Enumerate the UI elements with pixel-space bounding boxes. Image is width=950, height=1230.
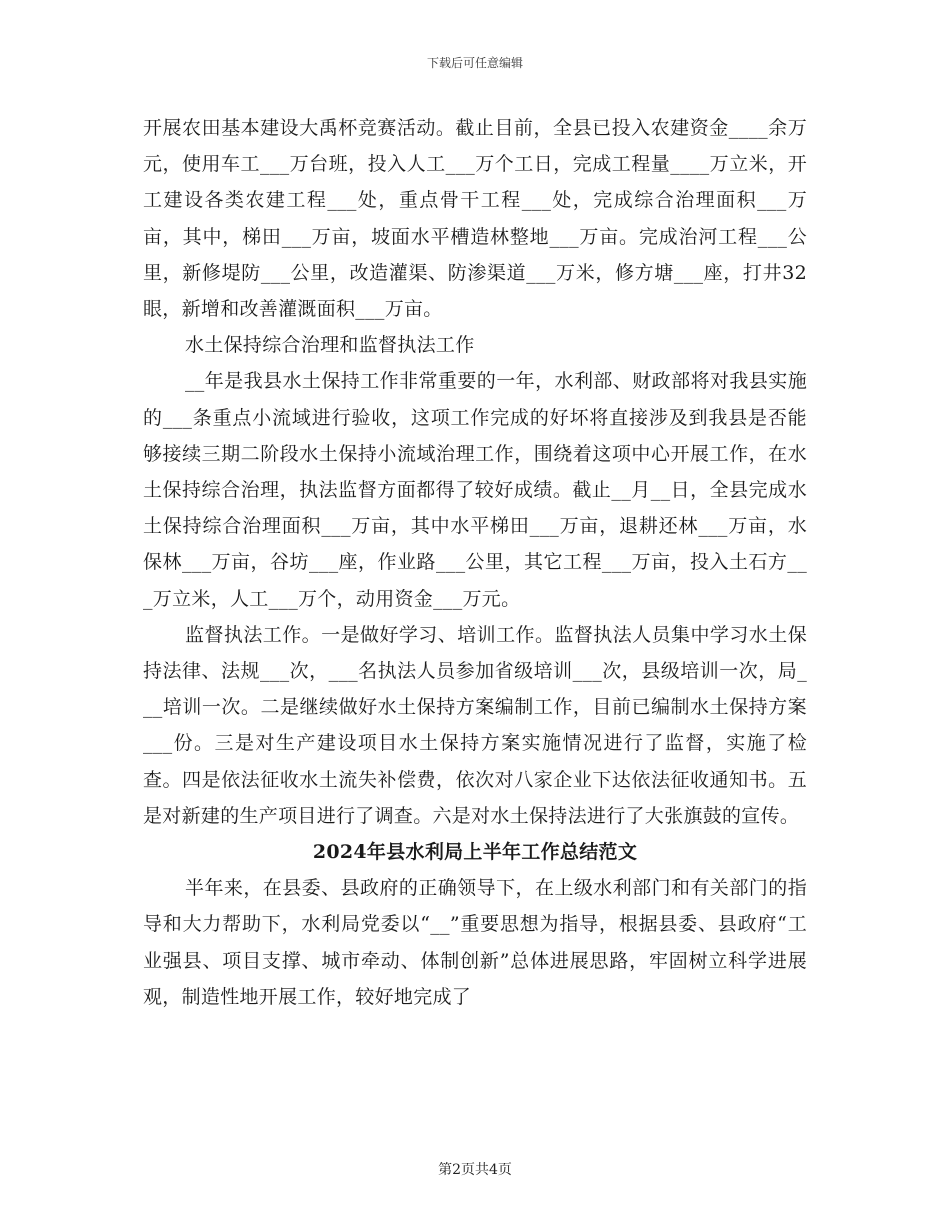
page-header: 下载后可任意编辑 [426, 56, 523, 70]
paragraph-supervision: 监督执法工作。一是做好学习、培训工作。监督执法人员集中学习水土保持法律、法规___次，___名执法人员参加省级培训___次，县级培训一次，局___培训一次。二是继续做好水土保持方案编制工作，目前已编制水土保持方案___份。三是对生产建设项目水土保持方案实施情况进行了监督，实施了检查。四是依法征收水土流失补偿费，依次对八家企业下达依法征收通知书。五是对新建的生产项目进行了调查。六是对水土保持法进行了大张旗鼓的宣传。 [143, 623, 807, 827]
paragraph-farmland: 开展农田基本建设大禹杯竞赛活动。截止目前，全县已投入农建资金____余万元，使用车工___万台班，投入人工___万个工日，完成工程量____万立米，开工建设各类农建工程___处，重点骨干工程___处，完成综合治理面积___万亩，其中，梯田___万亩，坡面水平槽造林整地___万亩。完成治河工程___公里，新修堤防___公里，改造灌渠、防渗渠道___万米，修方塘___座，打井32眼，新增和改善灌溉面积___万亩。 [143, 117, 807, 321]
subheading-soil-conservation: 水土保持综合治理和监督执法工作 [185, 334, 475, 357]
document-body [143, 110, 807, 1015]
paragraph-soil-conservation: __年是我县水土保持工作非常重要的一年，水利部、财政部将对我县实施的___条重点小流域进行验收，这项工作完成的好坏将直接涉及到我县是否能够接续三期二阶段水土保持小流域治理工作，围绕着这项中心开展工作，在水土保持综合治理，执法监督方面都得了较好成绩。截止__月__日，全县完成水土保持综合治理面积___万亩，其中水平梯田___万亩，退耕还林___万亩，水保林___万亩，谷坊___座，作业路___公里，其它工程___万亩，投入土石方___万立米，人工___万个，动用资金___万元。 [143, 370, 807, 610]
page-number: 第2页共4页 [438, 1162, 512, 1178]
paragraph-summary-intro: 半年来，在县委、县政府的正确领导下，在上级水利部门和有关部门的指导和大力帮助下，水利局党委以“__”重要思想为指导，根据县委、县政府“工业强县、项目支撑、城市牵动、体制创新”总体进展思路，牢固树立科学进展观，制造性地开展工作，较好地完成了 [143, 877, 807, 1008]
section-title: 2024年县水利局上半年工作总结范文 [312, 841, 638, 864]
